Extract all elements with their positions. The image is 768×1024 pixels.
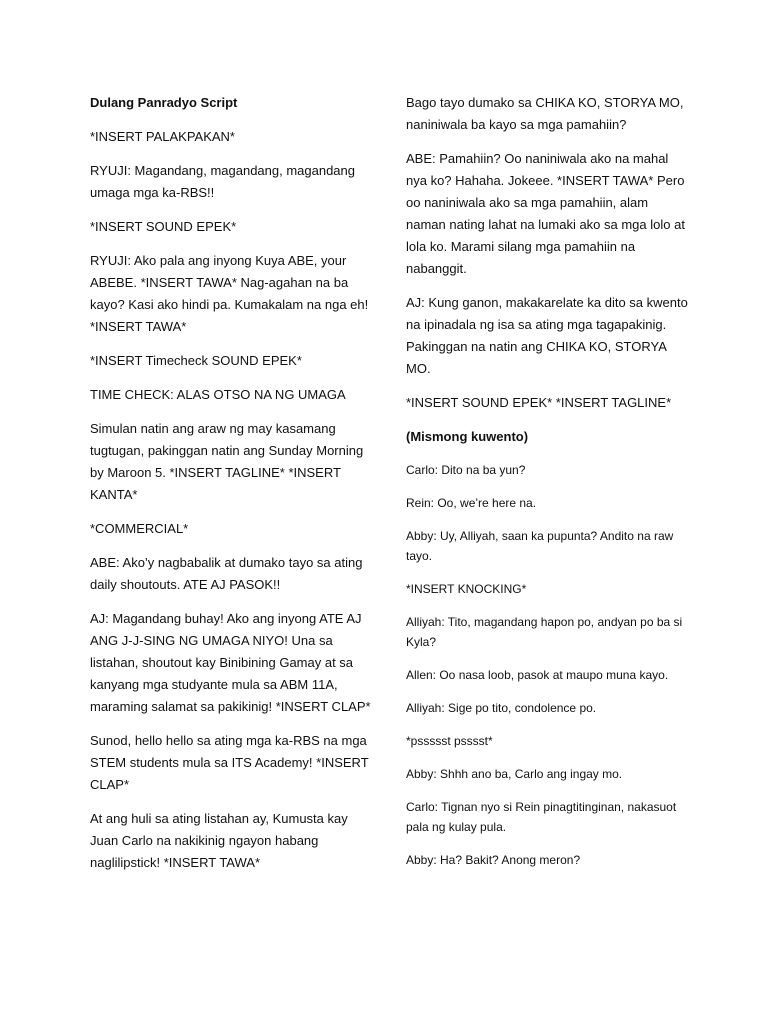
dialogue-line: Alliyah: Tito, magandang hapon po, andyan po ba si Kyla? (406, 615, 683, 649)
dialogue-line: Abby: Uy, Alliyah, saan ka pupunta? Andito na raw tayo. (406, 529, 674, 563)
script-line: RYUJI: Magandang, magandang, magandang umaga mga ka-RBS!! (90, 163, 356, 200)
left-column (90, 92, 372, 886)
script-line: Bago tayo dumako sa CHIKA KO, STORYA MO, naniniwala ba kayo sa mga pamahiin? (406, 95, 684, 132)
dialogue-line: Rein: Oo, we’re here na. (406, 496, 537, 510)
script-line: ABE: Ako’y nagbabalik at dumako tayo sa ating daily shoutouts. ATE AJ PASOK!! (90, 555, 363, 592)
right-column (406, 92, 688, 883)
dialogue-line: Abby: Shhh ano ba, Carlo ang ingay mo. (406, 767, 623, 781)
dialogue-line: *INSERT KNOCKING* (406, 582, 527, 596)
script-line: *INSERT PALAKPAKAN* (90, 129, 235, 144)
script-line: TIME CHECK: ALAS OTSO NA NG UMAGA (90, 387, 346, 402)
document-title: Dulang Panradyo Script (90, 95, 238, 110)
script-line: RYUJI: Ako pala ang inyong Kuya ABE, your ABEBE. *INSERT TAWA* Nag-agahan na ba kayo? Kasi ako hindi pa. Kumakalam na nga eh! *INSERT TAWA* (90, 253, 369, 334)
script-line: Sunod, hello hello sa ating mga ka-RBS na mga STEM students mula sa ITS Academy! *INSERT CLAP* (90, 733, 369, 792)
script-line: AJ: Kung ganon, makakarelate ka dito sa kwento na ipinadala ng isa sa ating mga tagapakinig. Pakinggan na natin ang CHIKA KO, STORYA MO. (406, 295, 688, 376)
story-heading: (Mismong kuwento) (406, 429, 529, 444)
script-line: *COMMERCIAL* (90, 521, 189, 536)
dialogue-line: *pssssst psssst* (406, 734, 493, 748)
script-line: AJ: Magandang buhay! Ako ang inyong ATE AJ ANG J-J-SING NG UMAGA NIYO! Una sa listahan, shoutout kay Binibining Gamay at sa kanyang mga studyante mula sa ABM 11A, maraming salamat sa pakikinig! *INSERT CLAP* (90, 611, 371, 714)
script-line: *INSERT SOUND EPEK* (90, 219, 237, 234)
script-line: Simulan natin ang araw ng may kasamang tugtugan, pakinggan natin ang Sunday Morning by Maroon 5. *INSERT TAGLINE* *INSERT KANTA* (90, 421, 364, 502)
script-line: ABE: Pamahiin? Oo naniniwala ako na mahal nya ko? Hahaha. Jokeee. *INSERT TAWA* Pero oo naniniwala ako sa mga pamahiin, alam naman nating lahat na lumaki ako sa mga lolo at lola ko. Marami silang mga pamahiin na nabanggit. (406, 151, 685, 276)
dialogue-line: Carlo: Dito na ba yun? (406, 463, 526, 477)
script-line: *INSERT SOUND EPEK* *INSERT TAGLINE* (406, 395, 672, 410)
dialogue-line: Carlo: Tignan nyo si Rein pinagtitinginan, nakasuot pala ng kulay pula. (406, 800, 677, 834)
dialogue-line: Abby: Ha? Bakit? Anong meron? (406, 853, 581, 867)
dialogue-line: Allen: Oo nasa loob, pasok at maupo muna kayo. (406, 668, 669, 682)
script-line: At ang huli sa ating listahan ay, Kumusta kay Juan Carlo na nakikinig ngayon habang naglilipstick! *INSERT TAWA* (90, 811, 348, 870)
dialogue-line: Alliyah: Sige po tito, condolence po. (406, 701, 597, 715)
script-line: *INSERT Timecheck SOUND EPEK* (90, 353, 302, 368)
